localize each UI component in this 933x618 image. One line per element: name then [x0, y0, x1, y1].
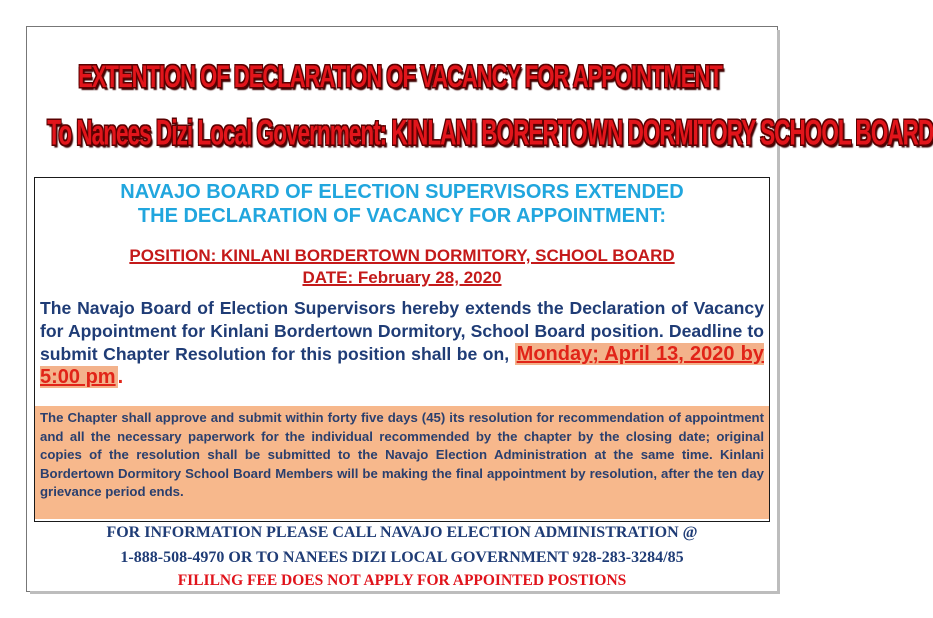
date-text: DATE: February 28, 2020 [302, 268, 502, 287]
position-line [34, 246, 770, 266]
headline-extension-title: EXTENTION OF DECLARATION OF VACANCY FOR APPOINTMENT [78, 58, 722, 95]
headline-government-title: To Nanees Dizi Local Government: KINLANI BORERTOWN DORMITORY SCHOOL BOARD [47, 112, 933, 153]
chapter-note-text: The Chapter shall approve and submit within forty five days (45) its resolution for recommendation of appointment and all the necessary paperwork for the individual recommended by the chapter by the closing date; original copies of the resolution shall be submitted to the Navajo Election Administration at the same time. Kinlani Bordertown Dormitory School Board Members will be making the final appointment by resolution, after the ten day grievance period ends. [40, 410, 764, 500]
notice-body [40, 297, 764, 389]
notice-heading-line2: THE DECLARATION OF VACANCY FOR APPOINTMENT: [137, 205, 667, 227]
chapter-note-box [35, 406, 769, 519]
notice-heading-line1: NAVAJO BOARD OF ELECTION SUPERVISORS EXTENDED [120, 181, 684, 203]
deadline-highlight: Monday; April 13, 2020 by 5:00 pm [40, 343, 764, 388]
deadline-period: . [117, 366, 124, 388]
footer-info-line: FOR INFORMATION PLEASE CALL NAVAJO ELECTION ADMINISTRATION @ [106, 524, 698, 541]
notice-body-text: The Navajo Board of Election Supervisors hereby extends the Declaration of Vacancy for Appointment for Kinlani Bordertown Dormitory, School Board position. Deadline to submit Chapter Resolution for this position shall be on, [40, 298, 764, 364]
footer-phone-line: 1-888-508-4970 OR TO NANEES DIZI LOCAL GOVERNMENT 928-283-3284/85 [120, 549, 684, 566]
date-line [34, 268, 770, 288]
position-text: POSITION: KINLANI BORDERTOWN DORMITORY, SCHOOL BOARD [129, 246, 675, 265]
footer-fee-line: FILILNG FEE DOES NOT APPLY FOR APPOINTED POSTIONS [177, 572, 627, 589]
